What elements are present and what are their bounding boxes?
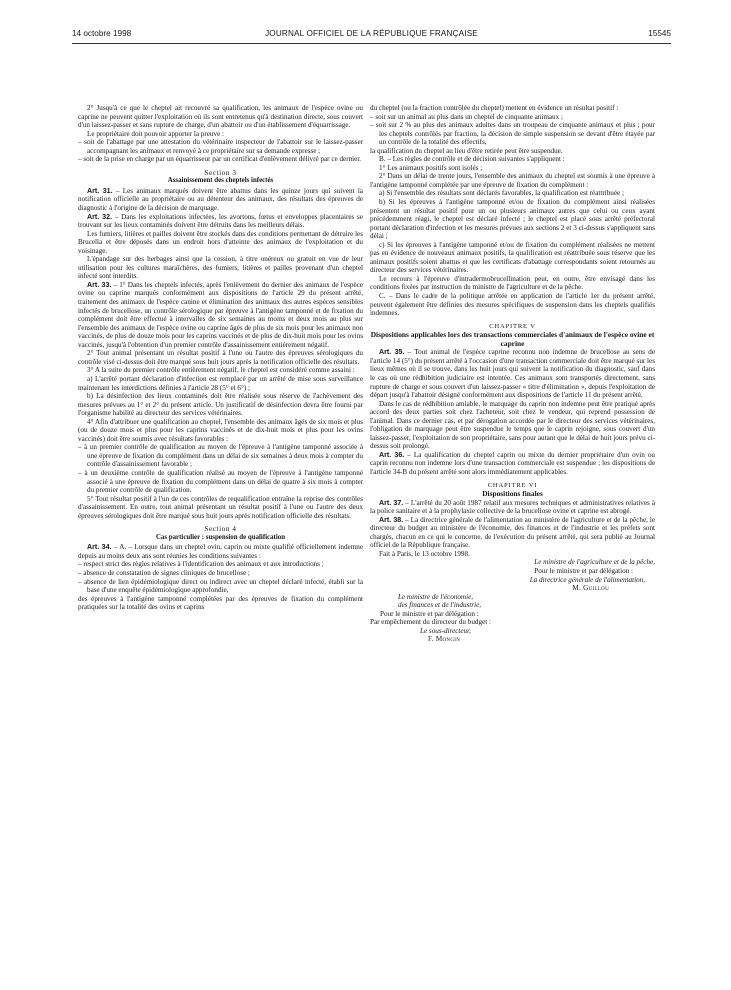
- paragraph: 3° A la suite du premier contrôle entièrement négatif, le cheptel est considéré comme assaini :: [87, 366, 355, 375]
- section-heading: Section 3: [204, 168, 237, 177]
- article-label: Art. 36.: [379, 450, 405, 459]
- paragraph: 4° Afin d'attribuer une qualification au cheptel, l'ensemble des animaux âgés de six mois et plus (ou de douze mois et plus pour les caprins vaccinés et de dix-huit mois et plus pour les ovins vaccinés) doit être soumis avec résultats favorables :: [78, 417, 363, 443]
- list-item: – absence de lien épidémiologique direct ou indirect avec un cheptel déclaré infecté, établi sur la base d'une enquête épidémiologique approfondie,: [78, 577, 363, 595]
- signature-line: Pour le ministre et par délégation :: [534, 566, 633, 575]
- article-label: Art. 32.: [87, 212, 113, 221]
- article-text: – La directrice générale de l'alimentation au ministère de l'agriculture et de la pêche, le directeur du budget au ministère de l'économie, des finances et de l'industrie et les préfets sont chargés, chacun en ce qui le concerne, de l'exécution du présent arrêté, qui sera publié au Journal officiel de la République française.: [370, 515, 655, 550]
- article-text: – Dans les exploitations infectées, les avortons, fœtus et enveloppes placentaires se trouvant sur les lieux contaminés doivent être détruits dans les meilleurs délais.: [78, 212, 363, 230]
- article-label: Art. 38.: [379, 515, 404, 524]
- paragraph: L'épandage sur des herbages ainsi que la cession, à titre onéreux ou gratuit en vue de leur utilisation pour les cultures maraîchères, des fumiers, litières et pailles provenant d'un cheptel infecté sont interdits.: [78, 255, 363, 281]
- paragraph: b) Si les épreuves à l'antigène tamponné et/ou de fixation du complément ainsi réalisées présentent un résultat positif pour un ou plusieurs animaux autres que celui ou ceux ayant précédemment réagi, le cheptel est déclaré infecté ; le cheptel est placé sous arrêté préfectoral portant déclaration d'infection et les mesures prévues aux sections 2 et 3 ci-dessus s'appliquent sans délai ;: [370, 198, 655, 241]
- article-label: Art. 37.: [379, 498, 404, 507]
- paragraph: a) Si l'ensemble des résultats sont déclarés favorables, la qualification est réattribuée ;: [379, 189, 624, 198]
- article: [78, 187, 363, 213]
- signature-line: des finances et de l'industrie,: [398, 601, 482, 610]
- article-label: Art. 31.: [87, 186, 113, 195]
- paragraph: des épreuves à l'antigène tamponné complétées par des épreuves de fixation du complément pratiquées sur la totalité des ovins et caprins: [78, 594, 363, 612]
- article-label: Art. 34.: [87, 543, 112, 552]
- paragraph: c) Si les épreuves à l'antigène tamponné et/ou de fixation du complément réalisées ne mettent pas en évidence de nouveaux animaux positifs, la qualification est réattribuée sous réserve que les animaux positifs soient abattus et que les certificats d'abattage correspondants soient retournés au directeur des services vétérinaires.: [370, 240, 655, 275]
- article: [370, 348, 655, 399]
- signature-line: Par empêchement du directeur du budget :: [370, 618, 491, 627]
- section-title: Assainissement des cheptels infectés: [167, 177, 274, 185]
- paragraph: 5° Tout résultat positif à l'un de ces contrôles de requalification entraîne la reprise des contrôles d'assainissement. En outre, tout animal présentant un résultat positif à l'une ou l'autre des deux épreuves sérologiques doit être marqué sous huit jours après notification officielle des résultats.: [78, 494, 363, 520]
- chapter-heading: CHAPITRE V: [489, 322, 536, 330]
- article: [78, 281, 363, 349]
- chapter-title: Dispositions finales: [482, 489, 543, 499]
- paragraph: 1° Les animaux positifs sont isolés ;: [379, 163, 483, 172]
- paragraph: 2° Dans un délai de trente jours, l'ensemble des animaux du cheptel est soumis à une épreuve à l'antigène tamponné complétée par une épreuve de fixation du complément :: [370, 172, 655, 189]
- right-column: [370, 104, 655, 644]
- list-item: – soit de l'abattage par une attestation du vétérinaire inspecteur de l'abattoir sur le laissez-passer accompagnant les animaux et renvoyé à ce propriétaire sur sa demande expresse ;: [78, 138, 363, 155]
- header-page-number: 15545: [648, 29, 671, 38]
- article-text: – L'arrêté du 20 août 1987 relatif aux mesures techniques et administratives relatives à la police sanitaire et à la prophylaxie collective de la brucellose ovine et caprine est abrogé.: [370, 498, 655, 516]
- signature-line: La directrice générale de l'alimentation,: [529, 575, 645, 584]
- chapter-heading: CHAPITRE VI: [487, 481, 538, 489]
- signature-line: Le ministre de l'économie,: [398, 592, 474, 601]
- page-header: [72, 29, 671, 42]
- list-item: – respect strict des règles relatives à l'identification des animaux et aux introductions ;: [78, 560, 324, 569]
- section-heading: Section 4: [204, 525, 237, 534]
- paragraph: 2° Jusqu'à ce que le cheptel ait recouvré sa qualification, les animaux de l'espèce ovine ou caprine ne peuvent quitter l'exploitation où ils sont entretenus qu'à destination directe, sous couvert d'un laissez-passer et sans rupture de charge, d'un abattoir ou d'un établissement d'équarrissage.: [78, 104, 363, 130]
- signature-date: Fait à Paris, le 13 octobre 1998.: [379, 549, 470, 558]
- article-text: – Les animaux marqués doivent être abattus dans les quinze jours qui suivent la notification officielle au propriétaire ou au détenteur des animaux, des résultats des épreuves de diagnostic à l'origine de la décision de marquage.: [78, 186, 363, 213]
- paragraph: B. – Les règles de contrôle et de décision suivantes s'appliquent :: [379, 155, 565, 164]
- list-item: – soit sur un animal au plus dans un cheptel de cinquante animaux ;: [370, 112, 563, 121]
- section-title: Cas particulier : suspension de qualification: [155, 533, 286, 541]
- list-item: – soit sur 2 % au plus des animaux adultes dans un troupeau de cinquante animaux et plus ; pour les cheptels contrôlés par fraction, la décision de simple suspension se devant d'être étayée par un contrôle de la totalité des effectifs,: [370, 121, 655, 147]
- article-label: Art. 35.: [379, 348, 405, 357]
- list-item: – à un premier contrôle de qualification au moyen de l'épreuve à l'antigène tamponné associée à une épreuve de fixation du complément dans un délai de six semaines à deux mois à compter du contrôle d'assainissement favorable ;: [78, 443, 363, 469]
- header-rule: [72, 43, 671, 44]
- article: [78, 543, 363, 560]
- signature-line: Le ministre de l'agriculture et de la pêche,: [534, 558, 655, 567]
- paragraph: Le propriétaire doit pouvoir apporter la preuve :: [87, 129, 225, 138]
- article-label: Art. 33.: [87, 280, 112, 289]
- article-text: – La qualification du cheptel caprin ou mixte du dernier propriétaire d'un ovin ou caprin reconnu non indemne lors d'une transaction commerciale est suspendue ; les dispositions de l'article 34-B du présent arrêté sont alors immédiatement applicables.: [370, 450, 655, 476]
- article: [78, 213, 363, 230]
- paragraph: a) L'arrêté portant déclaration d'infection est remplacé par un arrêté de mise sous surveillance maintenant les interdictions définies à l'article 28 (5° et 6°) ;: [78, 374, 363, 392]
- paragraph: C. – Dans le cadre de la politique arrêtée en application de l'article 1er du présent arrêté, peuvent également être définies des mesures spécifiques de suspension dans les cheptels qualifiés indemnes.: [370, 292, 655, 318]
- paragraph: Les fumiers, litières et pailles doivent être stockés dans des conditions permettant de détruire les Brucella et être déposés dans un endroit hors d'atteinte des animaux de l'exploitation et du voisinage.: [78, 229, 363, 255]
- list-item: – à un deuxième contrôle de qualification réalisé au moyen de l'épreuve à l'antigène tamponné associé à une épreuve de fixation du complément dans un délai de quatre à six mois à compter du premier contrôle de qualification.: [78, 468, 363, 495]
- signature-line: Pour le ministre et par délégation :: [380, 609, 479, 618]
- header-date: 14 octobre 1998: [72, 29, 132, 38]
- article-text: – Tout animal de l'espèce caprine reconnu non indemne de brucellose au sens de l'article 14 (5°) du présent arrêté à l'occasion d'une transaction commerciale doit être marqué sur les lieux mêmes où il se trouve, dans les huit jours qui suivent la notification du diagnostic, sauf dans le cas où une rédhibition judiciaire est intentée. Ces animaux sont transportés directement, sans rupture de charge et sous couvert d'un laissez-passer « titre d'élimination », depuis l'exploitation de départ jusqu'à l'abattoir désigné conformément aux dispositions de l'article 11 du présent arrêté.: [370, 348, 655, 400]
- paragraph: la qualification du cheptel au lieu d'être retirée peut être suspendue.: [370, 146, 563, 155]
- article: [370, 499, 655, 516]
- paragraph: Dans le cas de rédhibition amiable, le marquage du caprin non indemne peut être pratiqué après accord des deux parties soit chez l'acheteur, soit chez le vendeur, qui reprend possession de l'animal. Dans ce dernier cas, et par dérogation accordée par le directeur des services vétérinaires, l'obligation de marquage peut être suspendue le temps que le caprin rejoigne, sous couvert d'un laissez-passer, l'exploitation de son propriétaire, sans pour autant que le délai de huit jours prévu ci-dessus soit prolongé.: [370, 399, 655, 451]
- signature-line: Le sous-directeur,: [420, 626, 471, 635]
- paragraph: du cheptel (ou la fraction contrôlée du cheptel) mettent en évidence un résultat positif :: [370, 104, 619, 112]
- article: [370, 451, 655, 477]
- list-item: – soit de la prise en charge par un équarrisseur par un certificat d'enlèvement délivré par ce dernier.: [78, 155, 362, 164]
- list-item: – absence de constatation de signes cliniques de brucellose ;: [78, 568, 250, 577]
- signatory-name: F. Mongin: [428, 635, 461, 644]
- header-title: JOURNAL OFFICIEL DE LA RÉPUBLIQUE FRANÇAISE: [265, 29, 478, 38]
- article-text: – 1° Dans les cheptels infectés, après l'enlèvement du dernier des animaux de l'espèce ovine ou caprine marqués conformément aux dispositions de l'article 29 du présent arrêté, traitement des animaux de l'espèce canine et élimination des animaux des autres espèces sensibles infectés de brucellose, un contrôle sérologique par épreuve à l'antigène tamponné et de fixation du complément doit être effectué à intervalles de six semaines au moins et deux mois au plus sur l'ensemble des animaux de l'espèce ovine ou caprine âgés de plus de six mois pour les animaux non vaccinés, de plus de douze mois pour les caprins vaccinés et de plus de dix-huit mois pour les ovins vaccinés, jusqu'à l'obtention d'un premier contrôle d'assainissement entièrement négatif.: [78, 280, 363, 349]
- signatory-name: M. Guillou: [572, 584, 609, 593]
- left-column: [78, 104, 363, 612]
- paragraph: Le recours à l'épreuve d'intradermobrucellination peut, en outre, être envisagé dans les conditions fixées par instruction du ministre de l'agriculture et de la pêche.: [370, 274, 655, 292]
- article: [370, 516, 655, 550]
- paragraph: 2° Tout animal présentant un résultat positif à l'une ou l'autre des épreuves sérologiques du contrôle visé ci-dessus doit être marqué sous huit jours après la notification officielle des résultats.: [78, 349, 363, 366]
- paragraph: b) La désinfection des lieux contaminés doit être réalisée sous réserve de l'achèvement des mesures prévues au 1° et 2° du présent article. Un justificatif de désinfection devra être fourni par l'organisme habilité au directeur des services vétérinaires.: [78, 392, 363, 418]
- article-text: – A. – Lorsque dans un cheptel ovin, caprin ou mixte qualifié officiellement indemne depuis au moins deux ans sont réunies les conditions suivantes :: [78, 543, 363, 560]
- chapter-title: Dispositions applicables lors des transactions commerciales d'animaux de l'espèce ovine et caprine: [370, 330, 655, 348]
